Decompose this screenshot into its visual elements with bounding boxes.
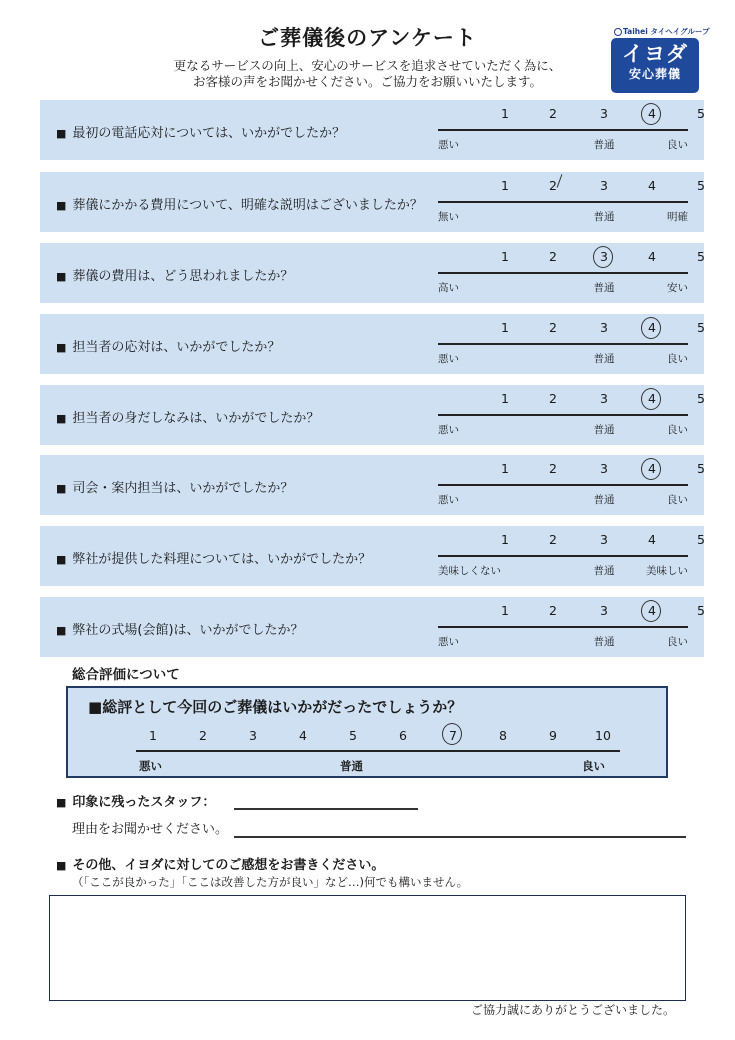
brand-logo-name: イヨダ	[622, 42, 688, 66]
rating-option-3[interactable]: 3	[600, 461, 608, 476]
selected-mark	[641, 317, 661, 339]
question-row	[40, 172, 704, 232]
rating-option-2[interactable]: 2	[549, 461, 557, 476]
rating-option-3[interactable]: 3	[600, 320, 608, 335]
question-row	[40, 526, 704, 586]
bullet-marker: ■	[56, 270, 67, 283]
rating-option-2[interactable]: 2	[549, 106, 557, 121]
overall-option-8[interactable]: 8	[499, 728, 507, 743]
overall-label-low: 悪い	[139, 759, 162, 773]
rating-option-4[interactable]: 4	[648, 178, 656, 193]
scale-label-high: 良い	[667, 636, 688, 648]
scale-line	[438, 484, 688, 486]
question-label: 担当者の応対は、いかがでしたか？	[72, 340, 281, 355]
overall-section-title: 総合評価について	[72, 667, 180, 683]
group-brand-text: Taihei タイヘイグループ	[623, 27, 710, 36]
bullet-marker: ■	[88, 698, 103, 716]
selected-mark	[641, 388, 661, 410]
rating-option-3[interactable]: 3	[600, 532, 608, 547]
question-row	[40, 100, 704, 160]
question-row	[40, 314, 704, 374]
scale-label-mid: 普通	[593, 494, 615, 506]
rating-option-1[interactable]: 1	[501, 106, 509, 121]
rating-option-4[interactable]: 4	[648, 391, 656, 406]
rating-option-1[interactable]: 1	[501, 603, 509, 618]
overall-option-3[interactable]: 3	[249, 728, 257, 743]
rating-option-4[interactable]: 4	[648, 461, 656, 476]
selected-mark	[593, 246, 613, 268]
scale-label-mid: 普通	[593, 636, 615, 648]
scale-line	[438, 414, 688, 416]
bullet-marker: ■	[56, 624, 67, 637]
rating-option-5[interactable]: 5	[697, 461, 705, 476]
reason-label: 理由をお聞かせください。	[72, 822, 229, 837]
scale-line	[136, 750, 620, 752]
other-hint: （「ここが良かった」「ここは改善した方が良い」など…)何でも構いません。	[72, 875, 469, 889]
rating-option-4[interactable]: 4	[648, 249, 656, 264]
rating-option-1[interactable]: 1	[501, 461, 509, 476]
question-label: 担当者の身だしなみは、いかがでしたか？	[72, 411, 320, 426]
rating-option-2[interactable]: 2	[549, 391, 557, 406]
question-label: 葬儀にかかる費用について、明確な説明はございましたか？	[72, 198, 423, 213]
scale-label-low: 悪い	[438, 139, 459, 151]
rating-option-4[interactable]: 4	[648, 106, 656, 121]
rating-option-1[interactable]: 1	[501, 249, 509, 264]
scale-label-high: 良い	[667, 353, 688, 365]
question-text	[56, 619, 304, 638]
brand-logo-tagline: 安心葬儀	[628, 67, 681, 81]
scale-label-high: 良い	[667, 424, 688, 436]
scale-line	[438, 555, 688, 557]
rating-option-5[interactable]: 5	[697, 320, 705, 335]
question-text	[56, 336, 280, 355]
group-brand	[614, 26, 710, 37]
bullet-marker: ■	[56, 796, 67, 809]
other-label: その他、イヨダに対してのご感想をお書きください。	[72, 858, 385, 873]
selected-mark	[641, 458, 661, 480]
scale-label-low: 悪い	[438, 353, 459, 365]
scale-label-mid: 普通	[593, 211, 615, 223]
scale-line	[438, 272, 688, 274]
question-label: 弊社が提供した料理については、いかがでしたか？	[72, 552, 372, 567]
scale-label-high: 明確	[667, 211, 688, 223]
question-text	[56, 194, 423, 213]
rating-option-2[interactable]: 2	[549, 249, 557, 264]
scale-line	[438, 201, 688, 203]
scale-label-high: 美味しい	[646, 565, 688, 577]
scale-label-low: 悪い	[438, 636, 459, 648]
question-text	[56, 548, 371, 567]
rating-option-5[interactable]: 5	[697, 603, 705, 618]
overall-option-6[interactable]: 6	[399, 728, 407, 743]
comment-textarea[interactable]	[49, 895, 686, 1001]
rating-option-1[interactable]: 1	[501, 320, 509, 335]
question-row	[40, 243, 704, 303]
rating-option-2[interactable]: 2	[549, 320, 557, 335]
overall-option-5[interactable]: 5	[349, 728, 357, 743]
rating-option-5[interactable]: 5	[697, 106, 705, 121]
reason-field[interactable]	[234, 836, 686, 838]
page-title: ご葬儀後のアンケート	[258, 26, 477, 50]
scale-label-low: 悪い	[438, 424, 459, 436]
rating-option-3[interactable]: 3	[600, 106, 608, 121]
staff-name-field[interactable]	[234, 808, 418, 810]
selected-mark	[442, 723, 462, 745]
scale-label-mid: 普通	[593, 282, 615, 294]
rating-option-5[interactable]: 5	[697, 178, 705, 193]
rating-option-1[interactable]: 1	[501, 391, 509, 406]
staff-label: 印象に残ったスタッフ：	[72, 795, 216, 810]
selected-mark	[641, 103, 661, 125]
rating-option-1[interactable]: 1	[501, 532, 509, 547]
rating-option-3[interactable]: 3	[600, 603, 608, 618]
scale-label-low: 高い	[438, 282, 459, 294]
overall-question	[88, 696, 462, 717]
scale-label-high: 安い	[667, 282, 688, 294]
bullet-marker: ■	[56, 859, 67, 872]
question-text	[56, 265, 293, 284]
brand-logo	[611, 38, 699, 93]
scale-label-low: 悪い	[438, 494, 459, 506]
overall-option-4[interactable]: 4	[299, 728, 307, 743]
bullet-marker: ■	[56, 482, 67, 495]
rating-option-2[interactable]: 2	[549, 178, 557, 193]
rating-scale[interactable]	[438, 455, 705, 515]
overall-option-10[interactable]: 10	[595, 728, 611, 743]
rating-option-3[interactable]: 3	[600, 249, 608, 264]
scale-line	[438, 626, 688, 628]
overall-option-2[interactable]: 2	[199, 728, 207, 743]
rating-scale[interactable]	[438, 314, 705, 374]
question-text	[56, 477, 293, 496]
subtitle-line-1: 更なるサービスの向上、安心のサービスを追求させていただく為に、	[173, 58, 562, 73]
rating-option-3[interactable]: 3	[600, 391, 608, 406]
rating-scale[interactable]	[438, 172, 705, 232]
rating-option-2[interactable]: 2	[549, 603, 557, 618]
thanks-message: ご協力誠にありがとうございました。	[470, 1003, 675, 1017]
question-row	[40, 597, 704, 657]
rating-scale[interactable]	[438, 243, 705, 303]
question-text	[56, 122, 345, 141]
scale-label-low: 無い	[438, 211, 459, 223]
scale-label-high: 良い	[667, 494, 688, 506]
bullet-marker: ■	[56, 553, 67, 566]
scale-label-mid: 普通	[593, 424, 615, 436]
question-label: 弊社の式場(会館)は、いかがでしたか？	[72, 623, 304, 638]
scale-label-mid: 普通	[593, 139, 615, 151]
scale-line	[438, 129, 688, 131]
rating-option-2[interactable]: 2	[549, 532, 557, 547]
bullet-marker: ■	[56, 412, 67, 425]
question-label: 葬儀の費用は、どう思われましたか？	[72, 269, 294, 284]
overall-rating-box	[66, 686, 668, 778]
taihei-logo-icon	[614, 28, 622, 36]
question-label: 最初の電話応対については、いかがでしたか？	[72, 126, 346, 141]
overall-question-text: 総評として今回のご葬儀はいかがだったでしょうか？	[102, 698, 463, 716]
question-label: 司会・案内担当は、いかがでしたか？	[72, 481, 294, 496]
rating-option-4[interactable]: 4	[648, 603, 656, 618]
rating-option-5[interactable]: 5	[697, 391, 705, 406]
rating-scale[interactable]	[438, 597, 705, 657]
overall-option-9[interactable]: 9	[549, 728, 557, 743]
rating-scale[interactable]	[438, 526, 705, 586]
rating-scale[interactable]	[438, 385, 705, 445]
question-text	[56, 407, 319, 426]
scale-label-mid: 普通	[593, 565, 615, 577]
selected-mark	[641, 600, 661, 622]
scale-line	[438, 343, 688, 345]
overall-label-mid: 普通	[340, 759, 363, 773]
bullet-marker: ■	[56, 341, 67, 354]
question-row	[40, 385, 704, 445]
scale-label-mid: 普通	[593, 353, 615, 365]
bullet-marker: ■	[56, 199, 67, 212]
bullet-marker: ■	[56, 127, 67, 140]
overall-option-1[interactable]: 1	[149, 728, 157, 743]
rating-option-3[interactable]: 3	[600, 178, 608, 193]
rating-option-4[interactable]: 4	[648, 320, 656, 335]
rating-option-4[interactable]: 4	[648, 532, 656, 547]
rating-option-1[interactable]: 1	[501, 178, 509, 193]
scale-label-high: 良い	[667, 139, 688, 151]
rating-option-5[interactable]: 5	[697, 532, 705, 547]
overall-scale[interactable]	[136, 718, 620, 773]
question-row	[40, 455, 704, 515]
overall-option-7[interactable]: 7	[449, 728, 457, 743]
subtitle-line-2: お客様の声をお聞かせください。ご協力をお願いいたします。	[192, 74, 542, 89]
other-question	[56, 854, 384, 873]
staff-question	[56, 791, 215, 810]
overall-label-high: 良い	[582, 759, 605, 773]
rating-option-5[interactable]: 5	[697, 249, 705, 264]
rating-scale[interactable]	[438, 100, 705, 160]
scale-label-low: 美味しくない	[438, 565, 501, 577]
